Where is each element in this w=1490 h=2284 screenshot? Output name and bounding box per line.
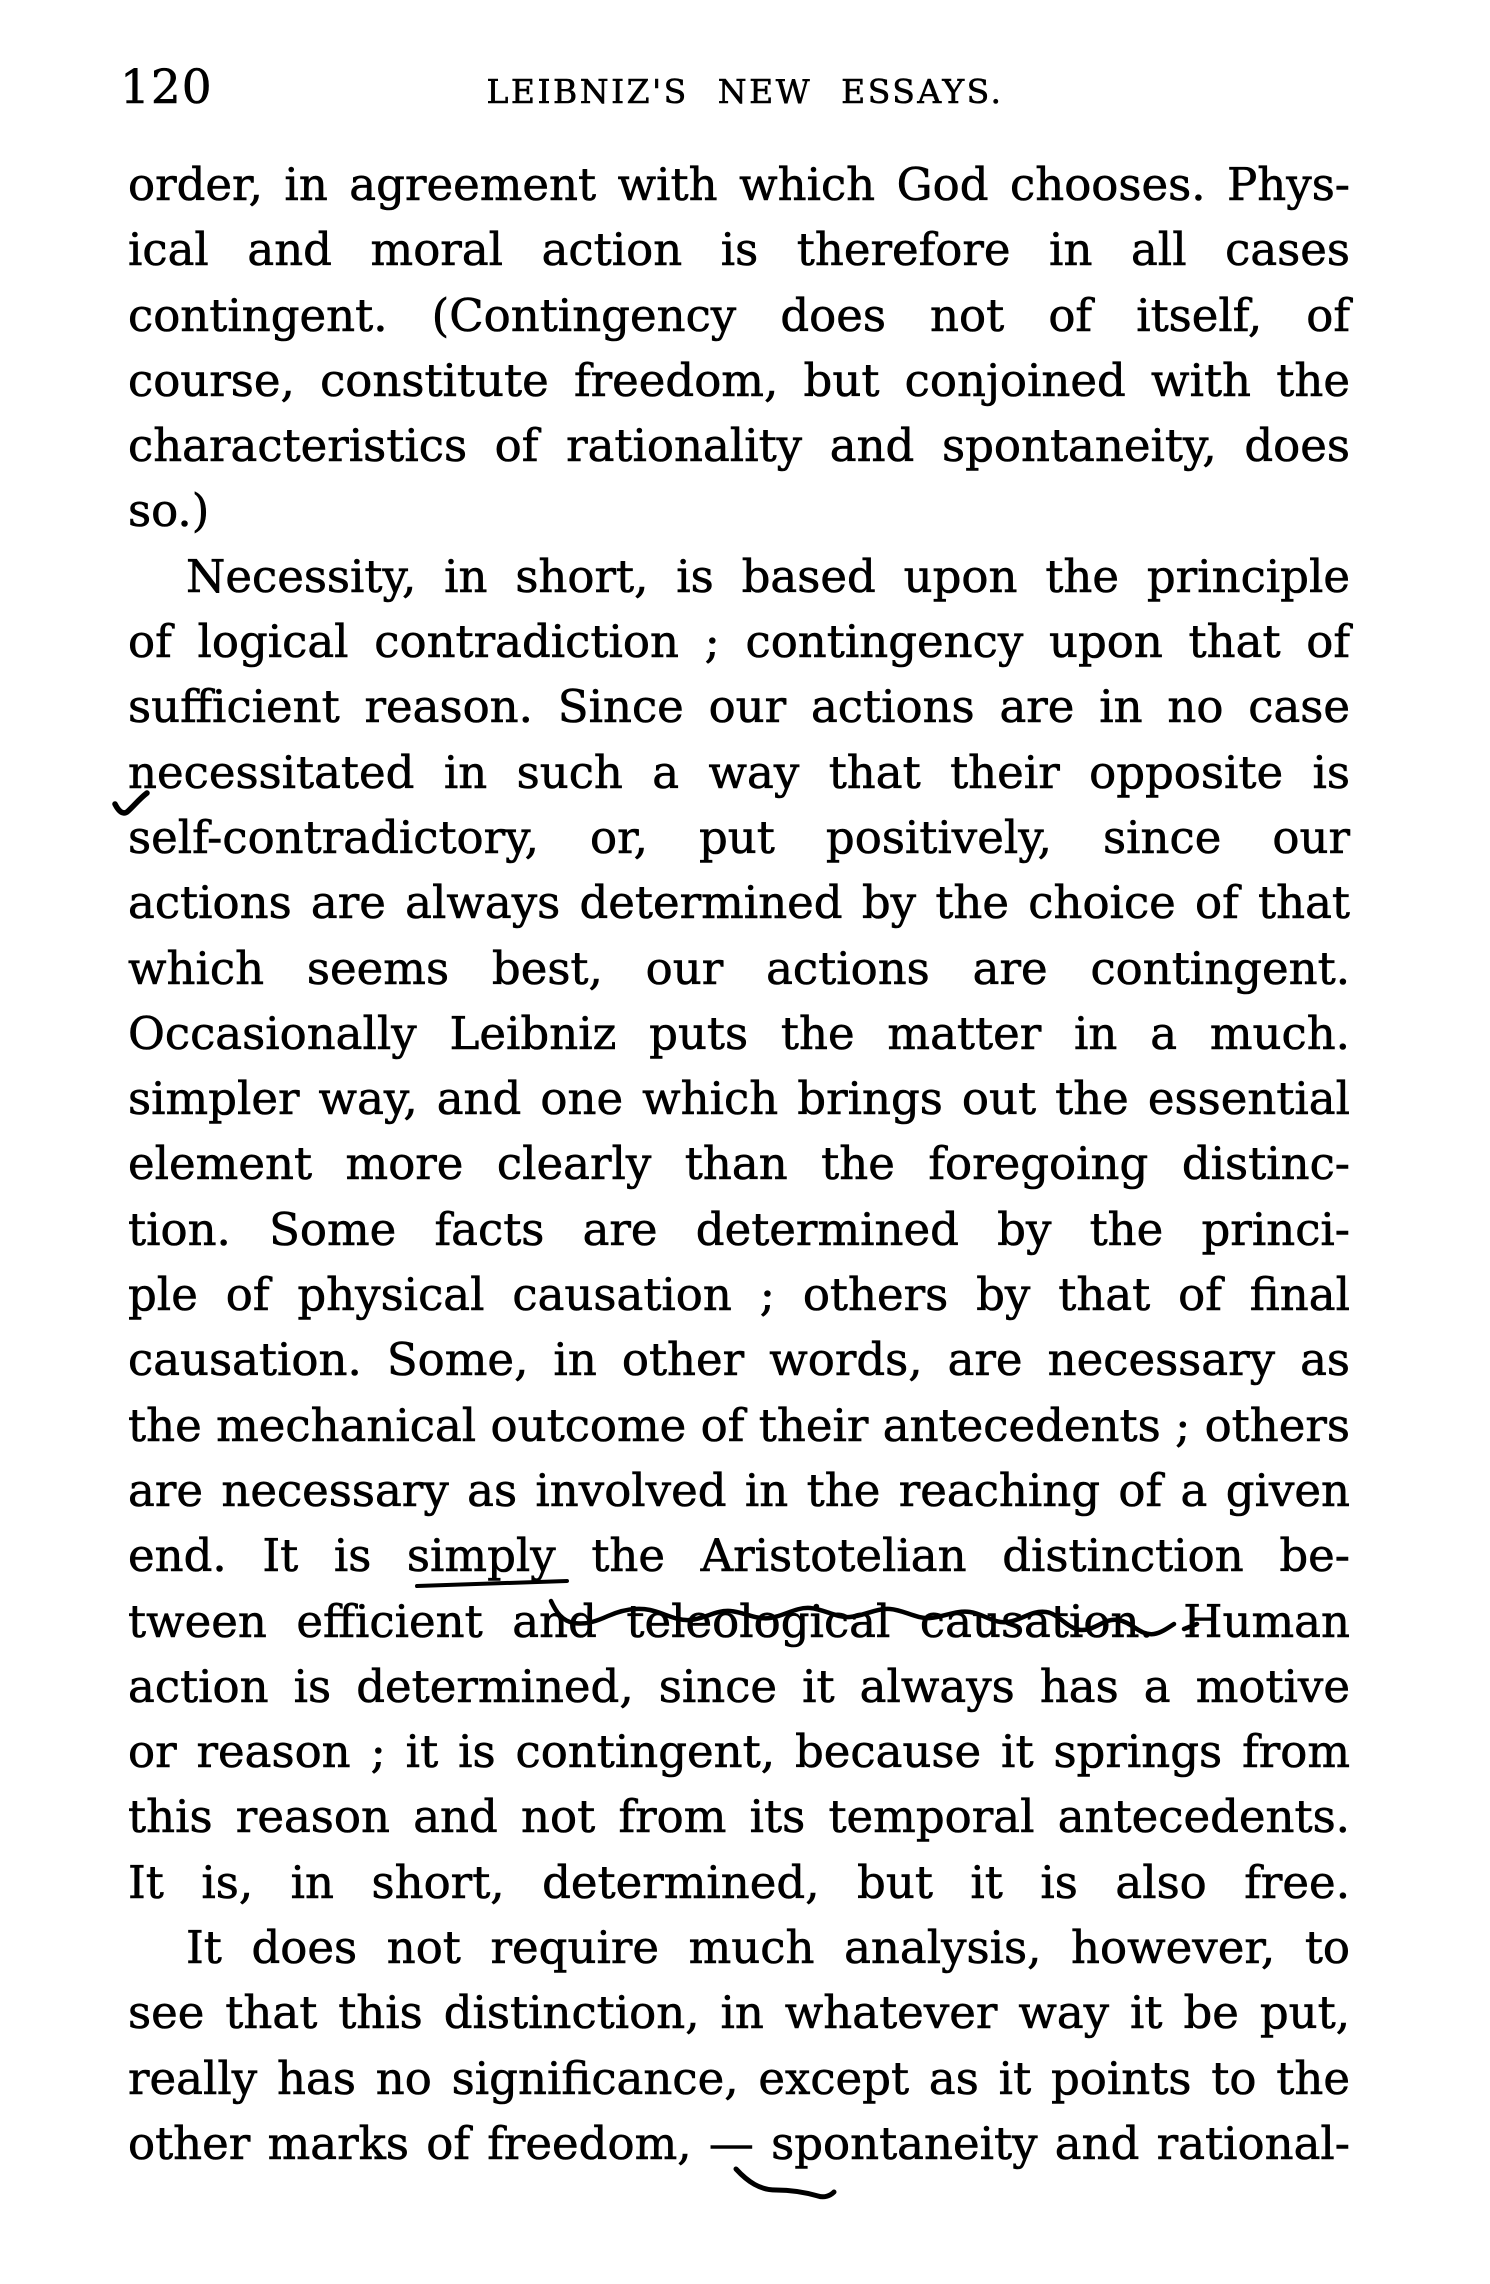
text-line: which seems best, our actions are contingent. [128, 941, 1350, 995]
text-line: other marks of freedom, — spontaneity and rational- [128, 2116, 1350, 2170]
text-line: end. It is simply the Aristotelian distinction be- [128, 1529, 1350, 1583]
text-line: necessitated in such a way that their opposite is [128, 745, 1350, 799]
text-line: the mechanical outcome of their antecedents ; others [128, 1398, 1350, 1452]
running-title: LEIBNIZ'S NEW ESSAYS. [486, 72, 1004, 111]
text-line: Occasionally Leibniz puts the matter in a much. [128, 1006, 1350, 1060]
text-line: action is determined, since it always has a motive [128, 1659, 1350, 1713]
text-line: causation. Some, in other words, are necessary as [128, 1333, 1350, 1387]
text-line: tween efficient and teleological causation. Human [128, 1594, 1350, 1648]
text-line: actions are always determined by the choice of that [128, 876, 1350, 930]
text-line: are necessary as involved in the reaching of a given [128, 1463, 1350, 1517]
text-line: order, in agreement with which God chooses. Phys- [128, 158, 1350, 211]
text-line: element more clearly than the foregoing distinc- [128, 1137, 1350, 1191]
text-line: really has no significance, except as it points to the [128, 2051, 1350, 2105]
text-line: sufficient reason. Since our actions are in no case [128, 680, 1350, 734]
page-number: 120 [120, 60, 213, 115]
text-line: this reason and not from its temporal antecedents. [128, 1790, 1350, 1844]
text-line: see that this distinction, in whatever way it be put, [128, 1986, 1350, 2040]
text-line: Necessity, in short, is based upon the principle [186, 549, 1350, 603]
text-line: characteristics of rationality and spontaneity, does [128, 419, 1350, 473]
text-line: of logical contradiction ; contingency upon that of [128, 615, 1350, 669]
text-line: ical and moral action is therefore in all cases [128, 223, 1350, 277]
text-line: course, constitute freedom, but conjoined with the [128, 353, 1350, 407]
text-line: so.) [128, 484, 210, 538]
body-text [128, 152, 1350, 2176]
text-line: simpler way, and one which brings out the essential [128, 1072, 1350, 1126]
text-line: contingent. (Contingency does not of itself, of [128, 288, 1350, 342]
text-line: ple of physical causation ; others by that of final [128, 1268, 1350, 1322]
text-line: It does not require much analysis, however, to [186, 1921, 1350, 1975]
text-line: It is, in short, determined, but it is also free. [128, 1855, 1350, 1909]
text-line: or reason ; it is contingent, because it springs from [128, 1725, 1350, 1779]
text-line: tion. Some facts are determined by the princi- [128, 1202, 1350, 1256]
text-line: self-contradictory, or, put positively, since our [128, 810, 1350, 864]
